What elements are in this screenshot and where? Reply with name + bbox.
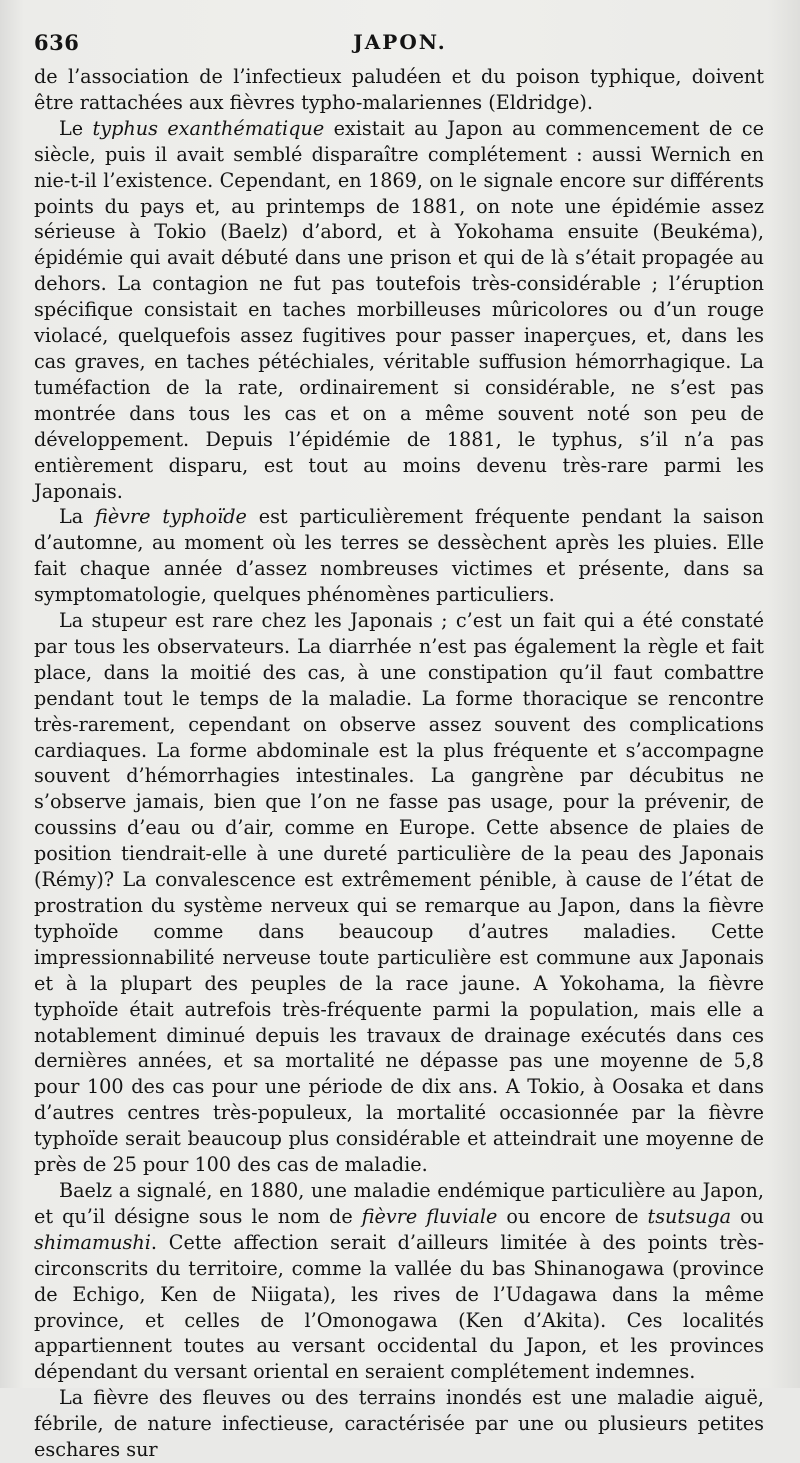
- paragraph: [34, 1385, 764, 1463]
- italic-term: fièvre fluviale: [361, 1204, 498, 1228]
- paragraph: [34, 504, 764, 608]
- text-run: existait au Japon au commencement de ce siècle, puis il avait semblé disparaître complétement : aussi Wernich en nie-t-il l’existence. Cependant, en 1869, on le signale encore sur différents points du pays et, au printemps de 1881, on note une épidémie assez sérieuse à Tokio (Baelz) d’abord, et à Yokohama ensuite (Beukéma), épidémie qui avait débuté dans une prison et qui de là s’était propagée au dehors. La contagion ne fut pas toutefois très-considérable ; l’éruption spécifique consistait en taches morbilleuses mûricolores ou d’un rouge violacé, quelquefois assez fugitives pour passer inaperçues, et, dans les cas graves, en taches pétéchiales, véritable suffusion hémorrhagique. La tuméfaction de la rate, ordinairement si considérable, ne s’est pas montrée dans tous les cas et on a même souvent noté son peu de développement. Depuis l’épidémie de 1881, le typhus, s’il n’a pas entièrement disparu, est tout au moins devenu très-rare parmi les Japonais.: [34, 116, 764, 503]
- text-run: . Cette affection serait d’ailleurs limitée à des points très-circonscrits du territoire, comme la vallée du bas Shinanogawa (province de Echigo, Ken de Niigata), les rives de l’Udagawa dans la même province, et celles de l’Omonogawa (Ken d’Akita). Ces localités appartiennent toutes au versant occidental du Japon, et les provinces dépendant du versant oriental en seraient complétement indemnes.: [34, 1230, 764, 1384]
- italic-term: fièvre typhoïde: [95, 505, 247, 529]
- paragraph: [34, 116, 764, 505]
- paragraph: [34, 608, 764, 1178]
- running-title: JAPON.: [353, 30, 447, 54]
- paragraph: [34, 1178, 764, 1385]
- page-header: [34, 28, 766, 58]
- italic-term: typhus exanthématique: [92, 116, 325, 140]
- body-text: [34, 64, 764, 1463]
- text-run: de l’association de l’infectieux paludéen et du poison typhique, doivent être rattachées aux fièvres typho-malariennes (Eldridge).: [34, 65, 764, 114]
- page-number: 636: [34, 30, 80, 55]
- text-run: La stupeur est rare chez les Japonais ; c’est un fait qui a été constaté par tous les observateurs. La diarrhée n’est pas également la règle et fait place, dans la moitié des cas, à une constipation qu’il faut combattre pendant tout le temps de la maladie. La forme thoracique se rencontre très-rarement, cependant on observe assez souvent des complications cardiaques. La forme abdominale est la plus fréquente et s’accompagne souvent d’hémorrhagies intestinales. La gangrène par décubitus ne s’observe jamais, bien que l’on ne fasse pas usage, pour la prévenir, de coussins d’eau ou d’air, comme en Europe. Cette absence de plaies de position tiendrait-elle à une dureté particulière de la peau des Japonais (Rémy)? La convalescence est extrêmement pénible, à cause de l’état de prostration du système nerveux qui se remarque au Japon, dans la fièvre typhoïde comme dans beaucoup d’autres maladies. Cette impressionnabilité nerveuse toute particulière est commune aux Japonais et à la plupart des peuples de la race jaune. A Yokohama, la fièvre typhoïde était autrefois très-fréquente parmi la population, mais elle a notablement diminué depuis les travaux de drainage exécutés dans ces dernières années, et sa mortalité ne dépasse pas une moyenne de 5,8 pour 100 des cas pour une période de dix ans. A Tokio, à Oosaka et dans d’autres centres très-populeux, la mortalité occasionnée par la fièvre typhoïde serait beaucoup plus considérable et atteindrait une moyenne de près de 25 pour 100 des cas de maladie.: [34, 609, 764, 1177]
- italic-term: tsutsuga: [647, 1204, 732, 1228]
- paragraph: [34, 64, 764, 116]
- text-run: ou encore de: [497, 1204, 648, 1228]
- text-run: est particulièrement fréquente pendant la saison d’automne, au moment où les terres se dessèchent après les pluies. Elle fait chaque année d’assez nombreuses victimes et présente, dans sa symptomatologie, quelques phénomènes particuliers.: [34, 505, 764, 607]
- text-run: ou: [731, 1204, 764, 1228]
- text-run: La fièvre des fleuves ou des terrains inondés est une maladie aiguë, fébrile, de nature infectieuse, caractérisée par une ou plusieurs petites eschares sur: [34, 1386, 764, 1462]
- text-run: Le: [59, 116, 93, 140]
- text-run: Baelz a signalé, en 1880, une maladie endémique particulière au Japon, et qu’il désigne sous le nom de: [34, 1178, 764, 1228]
- italic-term: shimamushi: [34, 1230, 151, 1254]
- text-run: La: [59, 505, 96, 529]
